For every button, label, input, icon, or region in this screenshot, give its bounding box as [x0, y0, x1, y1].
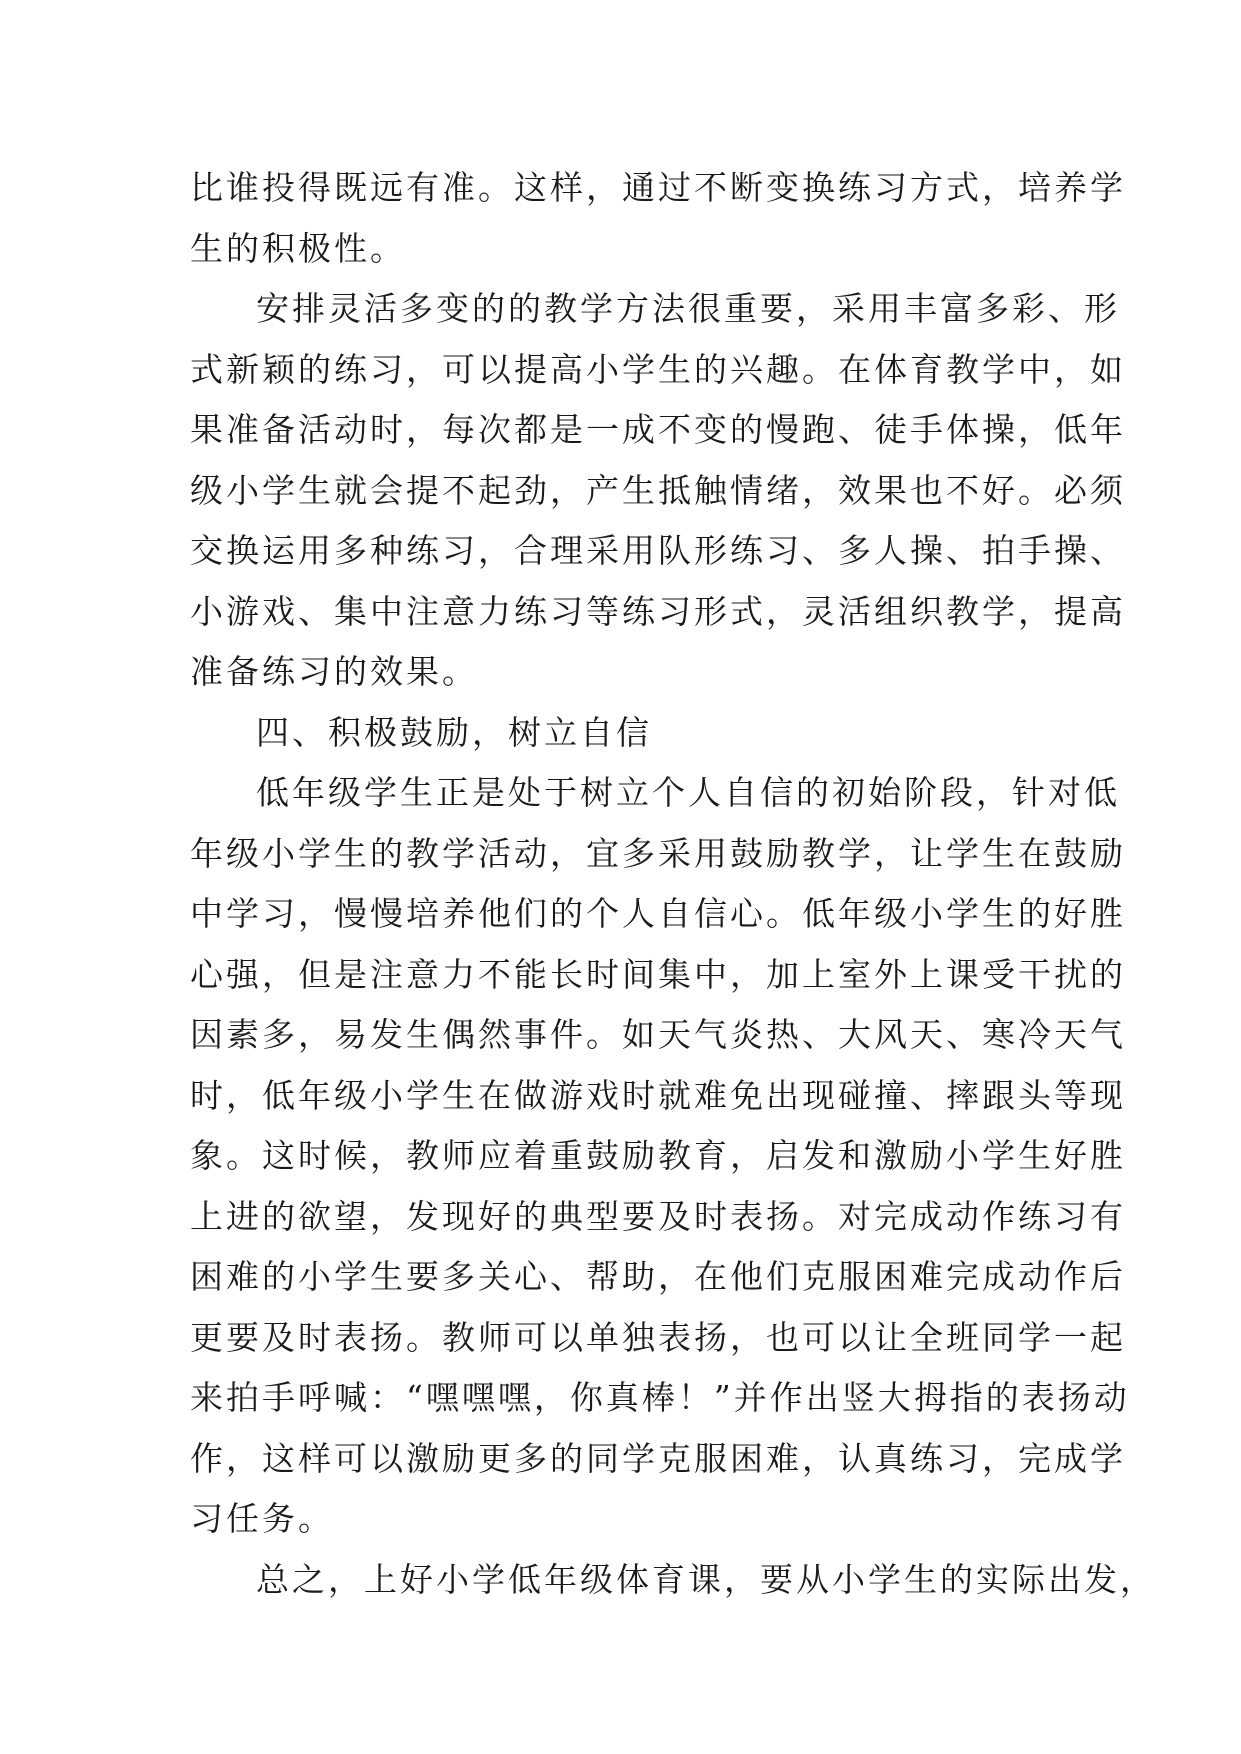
paragraph-start-line: 安排灵活多变的的教学方法很重要，采用丰富多彩、形 [256, 289, 1120, 328]
text-line: 时，低年级小学生在做游戏时就难免出现碰撞、摔跟头等现 [190, 1075, 1126, 1115]
text-line: 小游戏、集中注意力练习等练习形式，灵活组织教学，提高 [190, 591, 1126, 631]
text-line: 准备练习的效果。 [190, 652, 478, 691]
text-line: 作，这样可以激励更多的同学克服困难，认真练习，完成学 [190, 1438, 1126, 1478]
paragraph-start-line: 低年级学生正是处于树立个人自信的初始阶段，针对低 [256, 773, 1120, 812]
text-line: 生的积极性。 [190, 228, 406, 268]
text-line: 果准备活动时，每次都是一成不变的慢跑、徒手体操，低年 [190, 410, 1126, 449]
text-line: 来拍手呼喊：“嘿嘿嘿，你真棒！”并作出竖大拇指的表扬动 [190, 1378, 1130, 1417]
text-line: 交换运用多种练习，合理采用队形练习、多人操、拍手操、 [190, 531, 1126, 570]
text-line: 因素多，易发生偶然事件。如天气炎热、大风天、寒冷天气 [190, 1015, 1126, 1054]
body-text [190, 158, 1156, 1610]
text-line: 习任务。 [190, 1499, 334, 1538]
text-line: 比谁投得既远有准。这样，通过不断变换练习方式，培养学 [190, 168, 1126, 207]
text-line: 更要及时表扬。教师可以单独表扬，也可以让全班同学一起 [190, 1317, 1126, 1357]
text-line: 式新颖的练习，可以提高小学生的兴趣。在体育教学中，如 [190, 349, 1126, 389]
text-line: 级小学生就会提不起劲，产生抵触情绪，效果也不好。必须 [190, 470, 1126, 510]
text-line: 上进的欲望，发现好的典型要及时表扬。对完成动作练习有 [190, 1196, 1126, 1236]
section-heading: 四、积极鼓励，树立自信 [256, 712, 652, 752]
text-line: 年级小学生的教学活动，宜多采用鼓励教学，让学生在鼓励 [190, 833, 1126, 873]
paragraph-start-line: 总之，上好小学低年级体育课，要从小学生的实际出发， [256, 1559, 1156, 1599]
text-line: 心强，但是注意力不能长时间集中，加上室外上课受干扰的 [190, 954, 1126, 994]
text-line: 困难的小学生要多关心、帮助，在他们克服困难完成动作后 [190, 1257, 1126, 1296]
text-line: 中学习，慢慢培养他们的个人自信心。低年级小学生的好胜 [190, 894, 1126, 933]
text-line: 象。这时候，教师应着重鼓励教育，启发和激励小学生好胜 [190, 1136, 1126, 1175]
